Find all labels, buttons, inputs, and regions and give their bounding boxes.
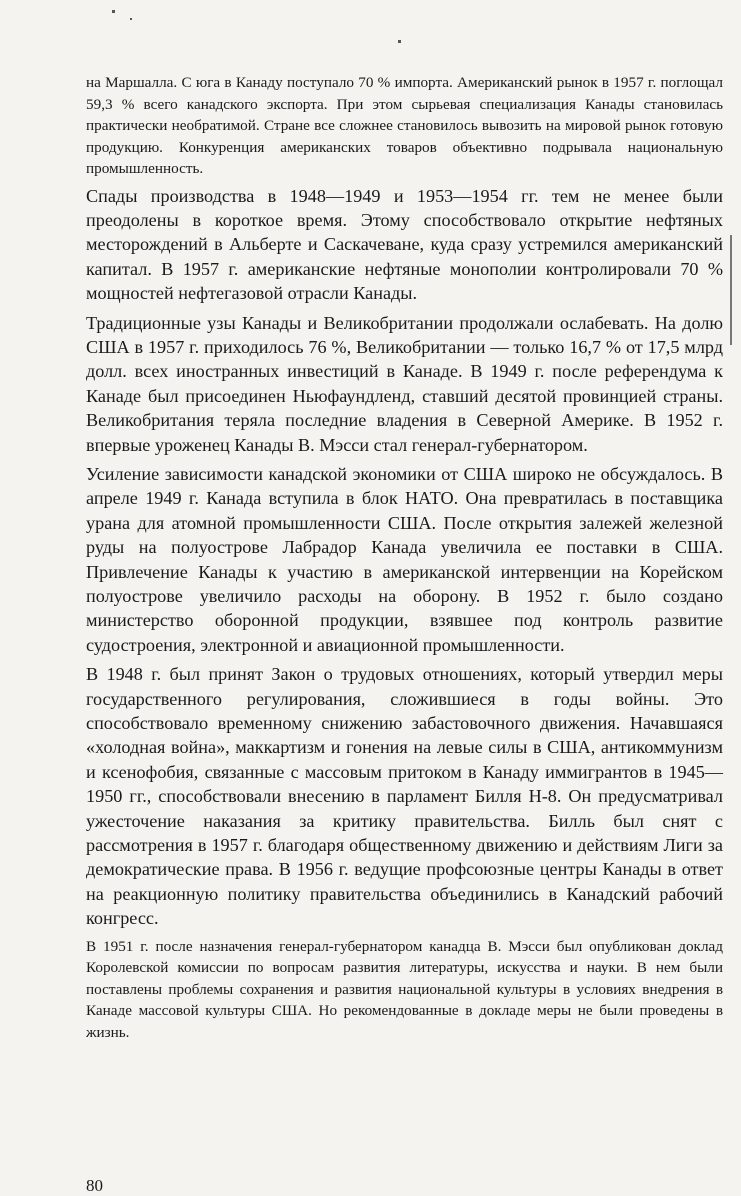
paragraph-5: В 1948 г. был принят Закон о трудовых отношениях, который утвердил меры государственного регулирования, сложившиеся в годы войны. Это способствовало временному снижению забастовочного движения. Начавшаяся «холодная война», маккартизм и гонения на левые силы в США, антикоммунизм и ксенофобия, связанные с массовым притоком в Канаду иммигрантов в 1945—1950 гг., способствовали внесению в парламент Билля Н-8. Он предусматривал ужесточение наказания за критику правительства. Билль был снят с рассмотрения в 1957 г. благодаря общественному движению и действиям Лиги за демократические права. В 1956 г. ведущие профсоюзные центры Канады в ответ на реакционную политику правительства объединились в Канадский рабочий конгресс.	[86, 664, 723, 929]
scan-edge-mark	[730, 235, 732, 345]
scan-speck	[398, 40, 401, 43]
paragraph-4: Усиление зависимости канадской экономики от США широко не обсуждалось. В апреле 1949 г. Канада вступила в блок НАТО. Она превратилась в поставщика урана для атомной промышленности США. После открытия залежей железной руды на полуострове Лабрадор Канада увеличила ее поставки в США. Привлечение Канады к участию в американской интервенции на Корейском полуострове увеличило расходы на оборону. В 1952 г. было создано министерство оборонной продукции, взявшее под контроль развитие судостроения, электронной и авиационной промышленности.	[86, 463, 723, 655]
paragraph-3: Традиционные узы Канады и Великобритании продолжали ослабевать. На долю США в 1957 г. приходилось 76 %, Великобритании — только 16,7 % от 17,5 млрд долл. всех иностранных инвестиций в Канаде. В 1949 г. после референдума к Канаде был присоединен Ньюфаундленд, ставший десятой провинцией страны. Великобритания теряла последние владения в Северной Америке. В 1952 г. впервые уроженец Канады В. Мэсси стал генерал-губернатором.	[86, 312, 723, 455]
paragraph-2: Спады производства в 1948—1949 и 1953—1954 гг. тем не менее были преодолены в короткое время. Этому способствовало открытие нефтяных месторождений в Альберте и Саскачеване, куда сразу устремился американский капитал. В 1957 г. американские нефтяные монополии контролировали 70 % мощностей нефтегазовой отрасли Канады.	[86, 185, 723, 304]
paragraph-6: В 1951 г. после назначения генерал-губернатором канадца В. Мэсси был опубликован доклад Королевской комиссии по вопросам развития литературы, искусства и науки. В нем были поставлены проблемы сохранения и развития национальной культуры в условиях внедрения в Канаде массовой культуры США. Но рекомендованные в докладе меры не были проведены в жизнь.	[86, 937, 723, 1041]
scan-speck	[112, 10, 115, 13]
paragraph-1: на Маршалла. С юга в Канаду поступало 70 % импорта. Американский рынок в 1957 г. поглощал 59,3 % всего канадского экспорта. При этом сырьевая специализация Канады становилась практически необратимой. Стране все сложнее становилось вывозить на мировой рынок готовую продукцию. Конкуренция американских товаров объективно подрывала национальную промышленность.	[86, 74, 723, 177]
page-number: 80	[86, 1176, 103, 1195]
scan-speck	[130, 18, 132, 20]
